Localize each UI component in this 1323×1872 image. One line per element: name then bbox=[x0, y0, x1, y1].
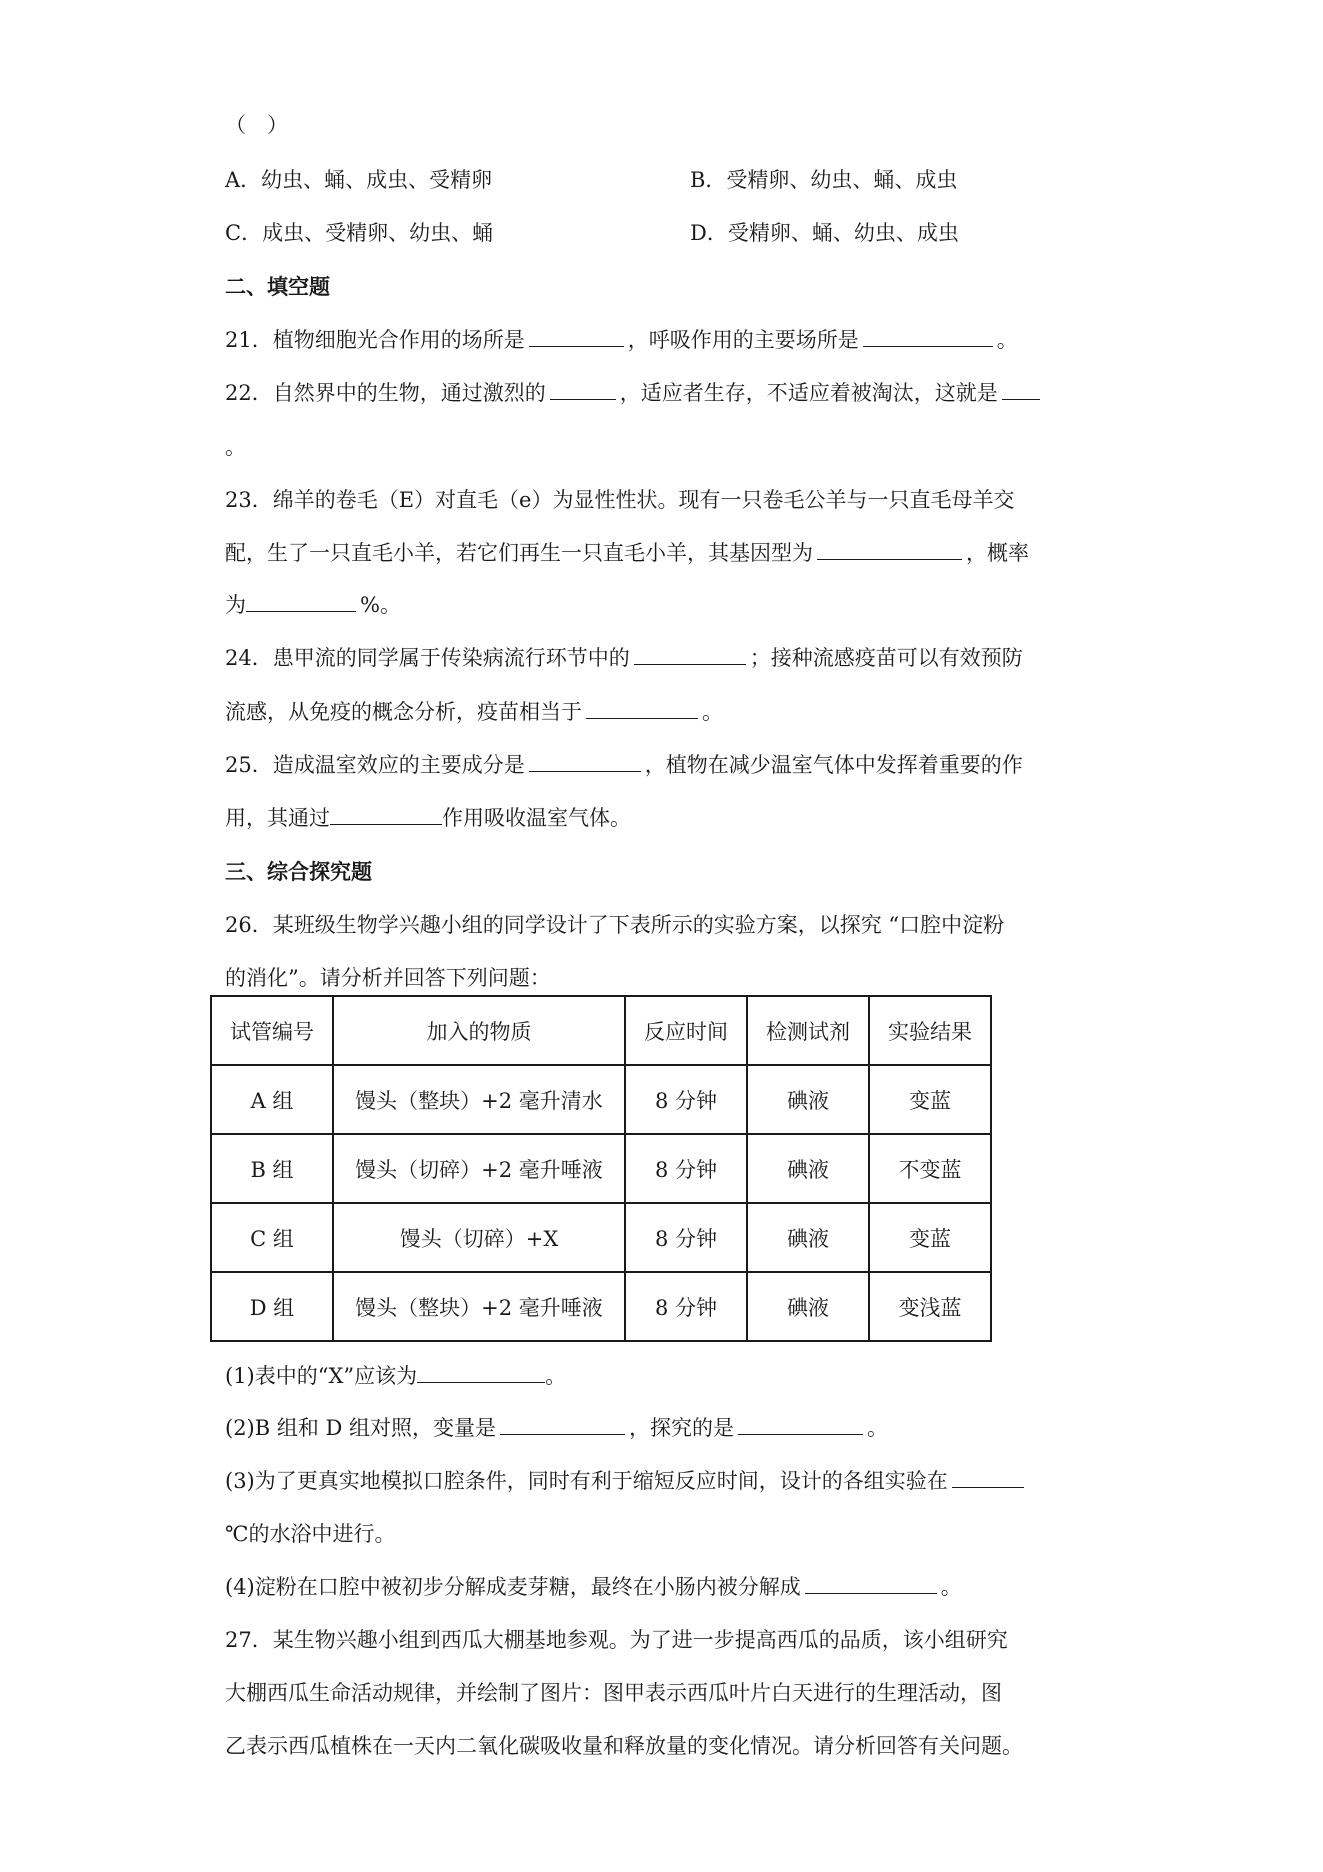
header-cell: 实验结果 bbox=[869, 996, 991, 1065]
question-26-sub2: (2)B 组和 D 组对照，变量是 ，探究的是 。 bbox=[225, 1416, 889, 1440]
table-cell: 8 分钟 bbox=[625, 1065, 747, 1134]
section-title-inquiry: 三、综合探究题 bbox=[225, 860, 372, 884]
question-23-line3: 为 %。 bbox=[225, 593, 401, 617]
option-a: A．幼虫、蛹、成虫、受精卵 bbox=[225, 168, 493, 192]
question-26-sub3: (3)为了更真实地模拟口腔条件，同时有利于缩短反应时间，设计的各组实验在 bbox=[225, 1466, 1028, 1496]
table-cell: 碘液 bbox=[747, 1065, 869, 1134]
table-cell: 馒头（切碎）+2 毫升唾液 bbox=[333, 1134, 625, 1203]
question-26-sub1: (1)表中的“X”应该为 。 bbox=[225, 1364, 567, 1388]
table-cell: 碘液 bbox=[747, 1134, 869, 1203]
question-25-line1: 25．造成温室效应的主要成分是 ，植物在减少温室气体中发挥着重要的作 bbox=[225, 753, 1023, 777]
table-cell: C 组 bbox=[211, 1203, 333, 1272]
question-26-line2: 的消化”。请分析并回答下列问题： bbox=[225, 966, 551, 990]
header-cell: 加入的物质 bbox=[333, 996, 625, 1065]
table-cell: 变浅蓝 bbox=[869, 1272, 991, 1341]
table-row bbox=[211, 1272, 991, 1341]
table-cell: 馒头（切碎）+X bbox=[333, 1203, 625, 1272]
question-21: 21．植物细胞光合作用的场所是 ，呼吸作用的主要场所是 。 bbox=[225, 328, 1018, 352]
experiment-table bbox=[210, 995, 992, 1342]
table-row bbox=[211, 1134, 991, 1203]
section-title-fill-blank: 二、填空题 bbox=[225, 275, 330, 299]
question-22: 22．自然界中的生物，通过激烈的 ，适应者生存，不适应着被淘汰，这就是 bbox=[225, 378, 1044, 408]
question-24-line1: 24．患甲流的同学属于传染病流行环节中的 ；接种流感疫苗可以有效预防 bbox=[225, 646, 1023, 670]
table-cell: 8 分钟 bbox=[625, 1134, 747, 1203]
table-cell: A 组 bbox=[211, 1065, 333, 1134]
table-cell: 8 分钟 bbox=[625, 1203, 747, 1272]
question-27-line2: 大棚西瓜生命活动规律，并绘制了图片：图甲表示西瓜叶片白天进行的生理活动，图 bbox=[225, 1681, 1002, 1705]
option-c: C．成虫、受精卵、幼虫、蛹 bbox=[225, 221, 494, 245]
table-cell: B 组 bbox=[211, 1134, 333, 1203]
question-27-line1: 27．某生物兴趣小组到西瓜大棚基地参观。为了进一步提高西瓜的品质，该小组研究 bbox=[225, 1628, 1008, 1652]
table-cell: 馒头（整块）+2 毫升唾液 bbox=[333, 1272, 625, 1341]
table-row bbox=[211, 1203, 991, 1272]
table-cell: 碘液 bbox=[747, 1203, 869, 1272]
question-24-line2: 流感，从免疫的概念分析，疫苗相当于 。 bbox=[225, 700, 723, 724]
question-27-line3: 乙表示西瓜植株在一天内二氧化碳吸收量和释放量的变化情况。请分析回答有关问题。 bbox=[225, 1734, 1023, 1758]
table-header-row bbox=[211, 996, 991, 1065]
option-b: B．受精卵、幼虫、蛹、成虫 bbox=[690, 168, 958, 192]
table-cell: 碘液 bbox=[747, 1272, 869, 1341]
table-cell: 变蓝 bbox=[869, 1203, 991, 1272]
table-cell: 8 分钟 bbox=[625, 1272, 747, 1341]
table-cell: 馒头（整块）+2 毫升清水 bbox=[333, 1065, 625, 1134]
question-23-line1: 23．绵羊的卷毛（E）对直毛（e）为显性性状。现有一只卷毛公羊与一只直毛母羊交 bbox=[225, 488, 1015, 512]
table-cell: 不变蓝 bbox=[869, 1134, 991, 1203]
question-25-line2: 用，其通过 作用吸收温室气体。 bbox=[225, 806, 631, 830]
table-row bbox=[211, 1065, 991, 1134]
question-23-line2: 配，生了一只直毛小羊，若它们再生一只直毛小羊，其基因型为 ，概率 bbox=[225, 541, 1029, 565]
header-cell: 试管编号 bbox=[211, 996, 333, 1065]
table-cell: D 组 bbox=[211, 1272, 333, 1341]
table-cell: 变蓝 bbox=[869, 1065, 991, 1134]
question-22-end: 。 bbox=[225, 435, 246, 459]
option-d: D．受精卵、蛹、幼虫、成虫 bbox=[690, 221, 959, 245]
header-cell: 检测试剂 bbox=[747, 996, 869, 1065]
header-cell: 反应时间 bbox=[625, 996, 747, 1065]
question-26-line1: 26．某班级生物学兴趣小组的同学设计了下表所示的实验方案，以探究 “口腔中淀粉 bbox=[225, 913, 1005, 937]
question-26-sub4: (4)淀粉在口腔中被初步分解成麦芽糖，最终在小肠内被分解成 。 bbox=[225, 1575, 962, 1599]
q20-answer-paren: （ ） bbox=[225, 113, 288, 137]
question-26-sub3-end: ℃的水浴中进行。 bbox=[225, 1522, 396, 1546]
